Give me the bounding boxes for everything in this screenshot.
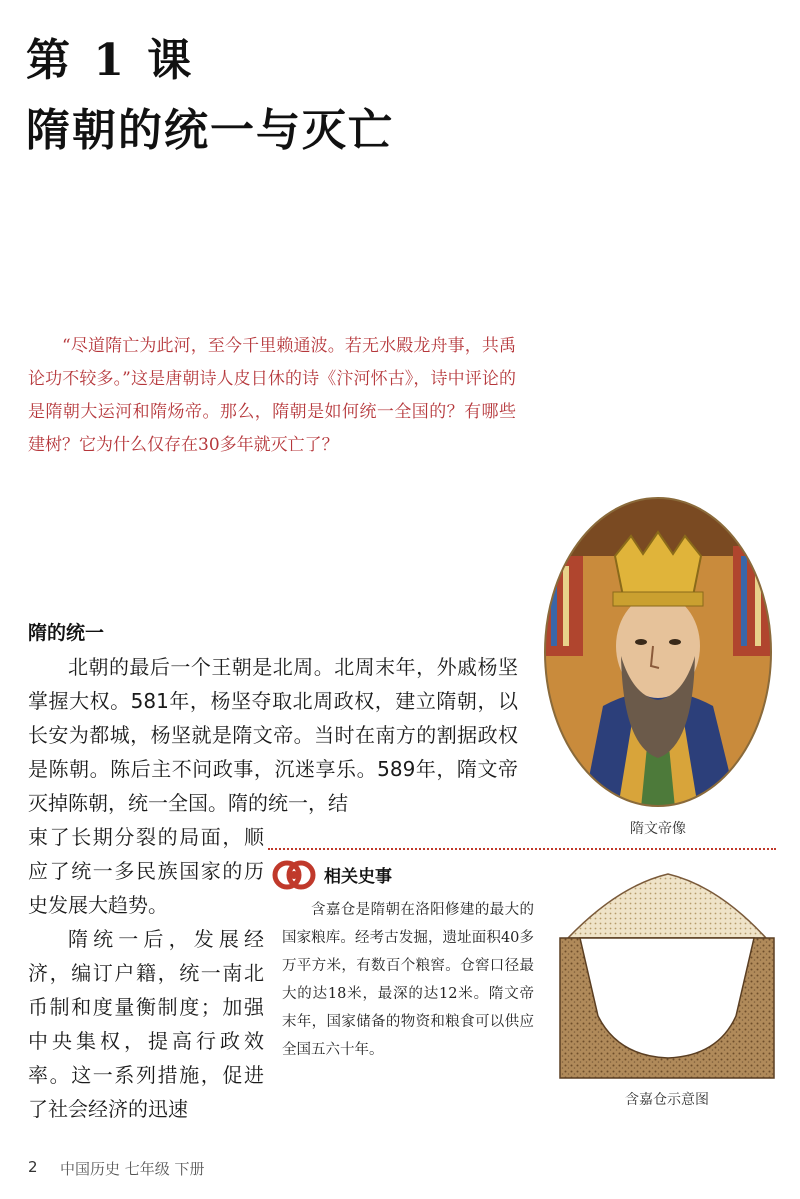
lesson-number: 第 1 课 xyxy=(26,35,196,86)
body-paragraph-2: 隋统一后，发展经济，编订户籍，统一南北币制和度量衡制度；加强中央集权，提高行政效率。这一系列措施，促进了社会经济的迅速 xyxy=(28,927,264,1121)
book-title: 中国历史 七年级 下册 xyxy=(60,1160,205,1178)
intro-paragraph: “尽道隋亡为此河，至今千里赖通波。若无水殿龙舟事，共禹论功不较多。”这是唐朝诗人皮日休的诗《汴河怀古》，诗中评论的是隋朝大运河和隋炀帝。那么，隋朝是如何统一全国的？有哪些建树？它为什么仅存在30多年就灭亡了？ xyxy=(28,336,516,455)
body-paragraph-1: 北朝的最后一个王朝是北周。北周末年，外戚杨坚掌握大权。581年，杨坚夺取北周政权，建立隋朝，以长安为都城，杨坚就是隋文帝。当时在南方的割据政权是陈朝。陈后主不问政事，沉迷享乐。589年，隋文帝灭掉陈朝，统一全国。隋的统一，结 xyxy=(28,655,518,815)
page-number: 2 xyxy=(28,1158,38,1176)
granary-diagram xyxy=(558,866,776,1084)
related-history-icon xyxy=(272,853,316,897)
section-heading: 隋的统一 xyxy=(28,622,105,644)
granary-caption: 含嘉仓示意图 xyxy=(625,1092,709,1108)
lesson-title: 隋朝的统一与灭亡 xyxy=(26,105,394,156)
body-paragraph-1-continued: 束了长期分裂的局面，顺应了统一多民族国家的历史发展大趋势。 xyxy=(28,825,264,917)
related-history-text: 含嘉仓是隋朝在洛阳修建的最大的国家粮库。经考古发掘，遗址面积40多万平方米，有数百个粮窖。仓窖口径最大的达18米，最深的达12米。隋文帝末年，国家储备的物资和粮食可以供应全国五六十年。 xyxy=(282,902,534,1058)
portrait-caption: 隋文帝像 xyxy=(630,821,686,837)
related-history-title: 相关史事 xyxy=(324,867,392,887)
emperor-portrait xyxy=(543,496,773,808)
dotted-divider xyxy=(268,848,776,850)
